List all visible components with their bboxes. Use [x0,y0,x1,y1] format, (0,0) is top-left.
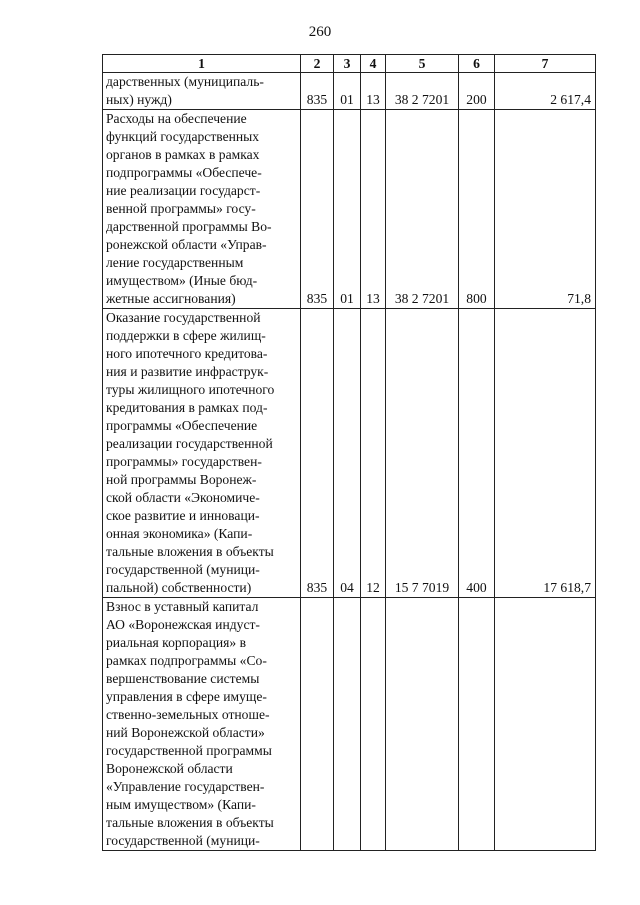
row-ministry-code: 835 [301,110,334,309]
row-section-code: 01 [334,73,361,110]
row-subsection-code [361,598,386,851]
row-expense-type [459,598,495,851]
table-row [103,309,596,598]
row-amount: 17 618,7 [495,309,596,598]
header-col-3: 3 [334,55,361,73]
row-ministry-code: 835 [301,73,334,110]
header-col-2: 2 [301,55,334,73]
header-col-6: 6 [459,55,495,73]
row-description: Взнос в уставный капитал АО «Воронежская индуст- риальная корпорация» в рамках подпрограммы «Со- вершенствование системы управления в сфере имуще- ственно-земельных отноше- ний Воронежской области» государственной программы Воронежской области «Управление государствен- ным имуществом» (Капи- тальные вложения в объекты государственной (муници- [103,598,301,851]
row-ministry-code: 835 [301,309,334,598]
header-col-5: 5 [386,55,459,73]
row-target-article: 38 2 7201 [386,73,459,110]
table-row [103,73,596,110]
header-col-4: 4 [361,55,386,73]
header-col-7: 7 [495,55,596,73]
row-subsection-code: 12 [361,309,386,598]
page-number: 260 [308,24,332,40]
row-subsection-code: 13 [361,73,386,110]
header-col-1: 1 [103,55,301,73]
row-target-article [386,598,459,851]
row-expense-type: 400 [459,309,495,598]
row-target-article: 38 2 7201 [386,110,459,309]
row-subsection-code: 13 [361,110,386,309]
row-amount: 71,8 [495,110,596,309]
table-row [103,598,596,851]
row-description: Оказание государственной поддержки в сфере жилищ- ного ипотечного кредитова- ния и развитие инфраструк- туры жилищного ипотечного кредитования в рамках под- программы «Обеспечение реализации государственной программы» государствен- ной программы Воронеж- ской области «Экономиче- ское развитие и инноваци- онная экономика» (Капи- тальные вложения в объекты государственной (муници- пальной) собственности) [103,309,301,598]
row-section-code [334,598,361,851]
table-row [103,110,596,309]
row-section-code: 01 [334,110,361,309]
row-target-article: 15 7 7019 [386,309,459,598]
row-expense-type: 800 [459,110,495,309]
row-description: Расходы на обеспечение функций государственных органов в рамках в рамках подпрограммы «Обеспече- ние реализации государст- венной программы» госу- дарственной программы Во- ронежской области «Управ- ление государственным имуществом» (Иные бюд- жетные ассигнования) [103,110,301,309]
row-ministry-code [301,598,334,851]
row-description: дарственных (муниципаль- ных) нужд) [103,73,301,110]
row-amount [495,598,596,851]
row-amount: 2 617,4 [495,73,596,110]
budget-table [102,54,596,851]
row-expense-type: 200 [459,73,495,110]
header-row [103,55,596,73]
row-section-code: 04 [334,309,361,598]
